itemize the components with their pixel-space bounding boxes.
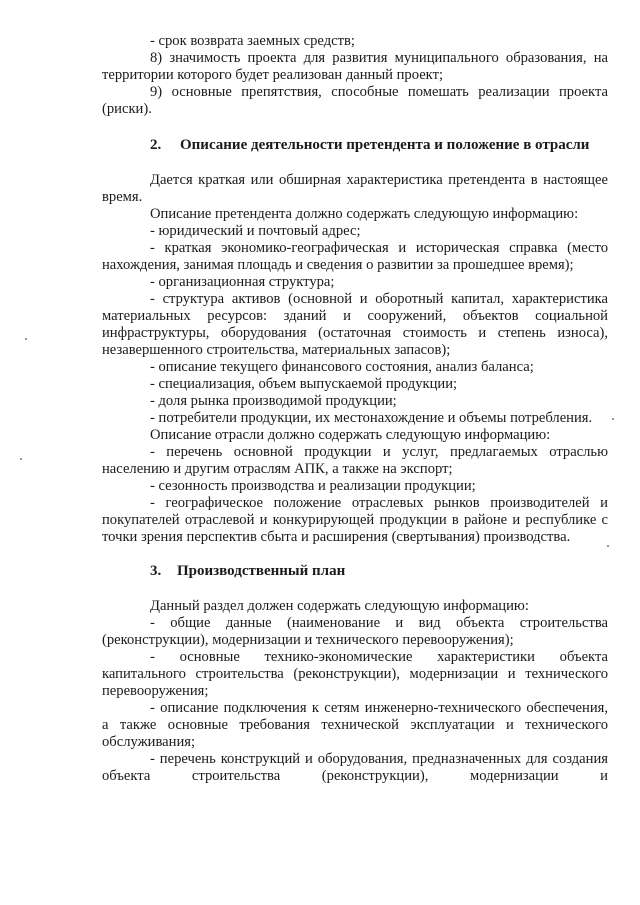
section-2-number: 2. xyxy=(150,137,162,153)
scan-speck xyxy=(20,458,22,460)
s2-list-item: - сезонность производства и реализации продукции; xyxy=(150,478,476,494)
s2-list-item: - географическое положение отраслевых рынков производителей и покупателей отраслевой и конкурирующей продукции в районе и республике с точки зрения перспектив сбыта и расширения (свертывания) производства. xyxy=(102,495,608,545)
intro-item-8: 8) значимость проекта для развития муниципального образования, на территории которого будет реализован данный проект; xyxy=(102,50,608,83)
scan-speck xyxy=(612,418,614,420)
s2-paragraph: Дается краткая или обширная характеристика претендента в настоящее время. xyxy=(102,172,608,205)
s2-list-item: - организационная структура; xyxy=(150,274,335,290)
section-3-number: 3. xyxy=(150,563,162,579)
s2-list-item: - структура активов (основной и оборотный капитал, характеристика материальных ресурсов: зданий и сооружений, объектов социальной инфраструктуры, оборудования (остаточная стоимость и степень износа), незавершенного строительства, материальных запасов); xyxy=(102,291,608,358)
s3-list-item: - перечень конструкций и оборудования, предназначенных для создания объекта строительства (реконструкции), модернизации и xyxy=(102,751,608,784)
s3-paragraph: Данный раздел должен содержать следующую информацию: xyxy=(150,598,529,614)
intro-item-9: 9) основные препятствия, способные помешать реализации проекта (риски). xyxy=(102,84,608,117)
s2-list-item: - юридический и почтовый адрес; xyxy=(150,223,361,239)
s3-list-item: - общие данные (наименование и вид объекта строительства (реконструкции), модернизации и технического перевооружения); xyxy=(102,615,608,648)
s2-list-item: - перечень основной продукции и услуг, предлагаемых отраслью населению и другим отраслям АПК, а также на экспорт; xyxy=(102,444,608,477)
section-2-heading xyxy=(102,136,608,154)
scan-speck xyxy=(607,545,609,547)
s2-paragraph: Описание отрасли должно содержать следующую информацию: xyxy=(150,427,551,443)
s3-list-item: - описание подключения к сетям инженерно-технического обеспечения, а также основные требования технической эксплуатации и технического обслуживания; xyxy=(102,700,608,750)
s2-list-item: - описание текущего финансового состояния, анализ баланса; xyxy=(150,359,534,375)
s2-paragraph: Описание претендента должно содержать следующую информацию: xyxy=(150,206,579,222)
s2-list-item: - доля рынка производимой продукции; xyxy=(150,393,397,409)
s2-list-item: - специализация, объем выпускаемой продукции; xyxy=(150,376,458,392)
section-3-title: Производственный план xyxy=(177,563,346,579)
s2-list-item: - потребители продукции, их местонахождение и объемы потребления. xyxy=(150,410,593,426)
s2-list-item: - краткая экономико-географическая и историческая справка (место нахождения, занимая площадь и сведения о развитии за прошедшее время); xyxy=(102,240,608,273)
scan-speck xyxy=(25,338,27,340)
intro-line-1: - срок возврата заемных средств; xyxy=(150,33,355,49)
s3-list-item: - основные технико-экономические характеристики объекта капитального строительства (реконструкции), модернизации и технического перевооружения; xyxy=(102,649,608,699)
section-3-heading xyxy=(102,562,608,580)
section-2-title: Описание деятельности претендента и положение в отрасли xyxy=(180,137,590,153)
